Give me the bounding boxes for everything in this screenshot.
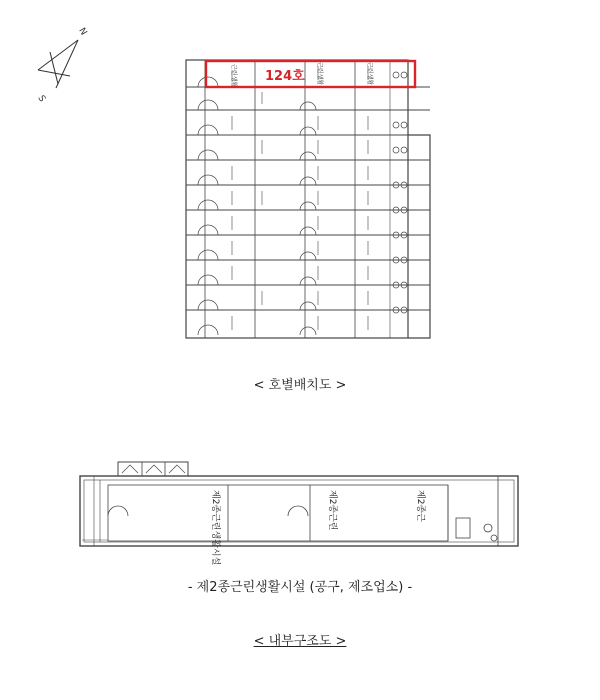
compass-south-label: S <box>35 93 47 104</box>
top-plan-unit-label: 근린생활 <box>316 62 323 86</box>
highlighted-unit-label: 124호 <box>265 69 305 84</box>
interior-plan-caption: < 내부구조도 > <box>253 634 347 649</box>
interior-plan-subtitle: - 제2종근린생활시설 (공구, 제조업소) - <box>187 580 413 595</box>
top-plan-unit-label: 근린생활 <box>366 62 373 86</box>
compass-icon <box>38 40 78 88</box>
interior-unit-label: 제2종근린생활시설 <box>210 490 220 566</box>
top-plan-unit-label: 근린생활 <box>230 64 237 88</box>
compass-north-label: N <box>76 26 89 38</box>
unit-layout-caption: < 호별배치도 > <box>253 378 347 393</box>
interior-structure-plan <box>80 462 518 546</box>
interior-unit-label: 제2종근 <box>415 490 425 522</box>
unit-layout-plan <box>186 60 430 338</box>
interior-unit-label: 제2종근린 <box>327 490 337 531</box>
